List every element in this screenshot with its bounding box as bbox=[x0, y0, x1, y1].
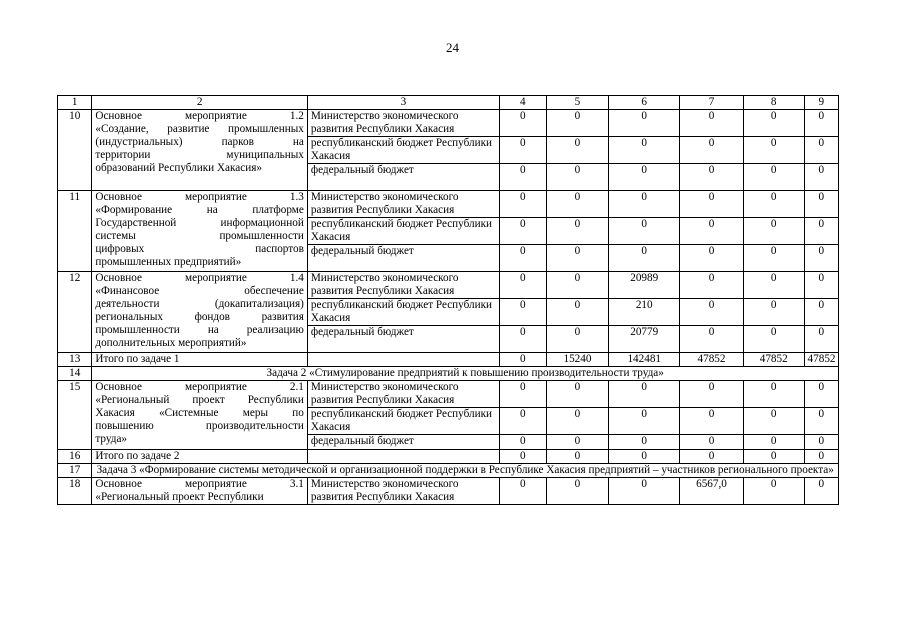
table-row bbox=[58, 272, 839, 299]
row-number: 15 bbox=[58, 381, 92, 450]
value-cell: 0 bbox=[680, 450, 744, 464]
activity-line: «Региональный проект Республики bbox=[95, 394, 304, 406]
row-number: 12 bbox=[58, 272, 92, 353]
value-cell: 0 bbox=[804, 326, 838, 353]
value-cell: 210 bbox=[609, 299, 680, 326]
value-cell: 0 bbox=[743, 381, 804, 408]
table-row bbox=[58, 191, 839, 218]
value-cell: 0 bbox=[500, 137, 547, 164]
value-cell: 0 bbox=[804, 164, 838, 191]
column-header: 2 bbox=[92, 96, 307, 110]
value-cell: 0 bbox=[804, 245, 838, 272]
column-header: 8 bbox=[743, 96, 804, 110]
table-row bbox=[58, 381, 839, 408]
value-cell: 0 bbox=[804, 435, 838, 450]
activity-line: «Создание, развитие промышленных bbox=[95, 123, 304, 135]
activity-line: деятельности (докапитализация) bbox=[95, 298, 304, 310]
total-row bbox=[58, 353, 839, 367]
value-cell: 0 bbox=[743, 191, 804, 218]
table-row bbox=[58, 110, 839, 137]
value-cell: 0 bbox=[680, 299, 744, 326]
column-header: 5 bbox=[546, 96, 609, 110]
value-cell: 0 bbox=[546, 110, 609, 137]
total-label: Итого по задаче 1 bbox=[92, 353, 307, 367]
column-header: 7 bbox=[680, 96, 744, 110]
column-header: 1 bbox=[58, 96, 92, 110]
value-cell: 0 bbox=[500, 450, 547, 464]
value-cell: 0 bbox=[609, 137, 680, 164]
value-cell: 0 bbox=[680, 408, 744, 435]
value-cell: 0 bbox=[500, 110, 547, 137]
task-title: Задача 3 «Формирование системы методической и организационной поддержки в Республике Хакасия предприятий – участников регионального проекта» bbox=[92, 464, 839, 478]
activity-cell bbox=[92, 191, 307, 272]
row-number: 17 bbox=[58, 464, 92, 478]
value-cell: 0 bbox=[546, 478, 609, 505]
activity-cell bbox=[92, 478, 307, 505]
funding-source: Министерство экономического развития Республики Хакасия bbox=[307, 272, 499, 299]
value-cell: 0 bbox=[743, 299, 804, 326]
value-cell: 0 bbox=[546, 245, 609, 272]
value-cell: 0 bbox=[609, 191, 680, 218]
value-cell: 0 bbox=[680, 110, 744, 137]
column-header: 6 bbox=[609, 96, 680, 110]
value-cell: 0 bbox=[609, 218, 680, 245]
value-cell: 0 bbox=[743, 164, 804, 191]
value-cell: 0 bbox=[546, 164, 609, 191]
value-cell: 0 bbox=[500, 326, 547, 353]
task-row bbox=[58, 367, 839, 381]
value-cell: 0 bbox=[546, 381, 609, 408]
value-cell: 142481 bbox=[609, 353, 680, 367]
total-source bbox=[307, 450, 499, 464]
page-number: 24 bbox=[446, 40, 459, 55]
funding-source: республиканский бюджет Республики Хакасия bbox=[307, 137, 499, 164]
value-cell: 0 bbox=[609, 435, 680, 450]
value-cell: 20989 bbox=[609, 272, 680, 299]
value-cell: 0 bbox=[500, 164, 547, 191]
activity-line: труда» bbox=[95, 433, 128, 445]
task-row bbox=[58, 464, 839, 478]
value-cell: 0 bbox=[743, 245, 804, 272]
funding-source: федеральный бюджет bbox=[307, 326, 499, 353]
value-cell: 0 bbox=[743, 435, 804, 450]
value-cell: 47852 bbox=[804, 353, 838, 367]
value-cell: 0 bbox=[500, 408, 547, 435]
value-cell: 0 bbox=[743, 110, 804, 137]
value-cell: 0 bbox=[804, 478, 838, 505]
value-cell: 0 bbox=[804, 408, 838, 435]
activity-cell bbox=[92, 272, 307, 353]
value-cell: 0 bbox=[680, 326, 744, 353]
column-header: 3 bbox=[307, 96, 499, 110]
value-cell: 0 bbox=[680, 164, 744, 191]
value-cell: 0 bbox=[500, 245, 547, 272]
value-cell: 0 bbox=[680, 191, 744, 218]
value-cell: 0 bbox=[743, 326, 804, 353]
activity-line: «Финансовое обеспечение bbox=[95, 285, 304, 297]
total-label: Итого по задаче 2 bbox=[92, 450, 307, 464]
value-cell: 0 bbox=[609, 381, 680, 408]
row-number: 16 bbox=[58, 450, 92, 464]
activity-line: промышленных предприятий» bbox=[95, 256, 242, 268]
total-source bbox=[307, 353, 499, 367]
value-cell: 0 bbox=[500, 381, 547, 408]
funding-source: Министерство экономического развития Республики Хакасия bbox=[307, 381, 499, 408]
activity-line: «Формирование на платформе bbox=[95, 204, 304, 216]
value-cell: 0 bbox=[609, 110, 680, 137]
value-cell: 0 bbox=[546, 435, 609, 450]
activity-line: территории муниципальных bbox=[95, 149, 304, 161]
value-cell: 0 bbox=[546, 191, 609, 218]
task-title: Задача 2 «Стимулирование предприятий к повышению производительности труда» bbox=[92, 367, 839, 381]
activity-line: Основное мероприятие 1.2 bbox=[95, 110, 304, 122]
value-cell: 0 bbox=[743, 450, 804, 464]
value-cell: 47852 bbox=[743, 353, 804, 367]
value-cell: 0 bbox=[546, 272, 609, 299]
activity-line: образований Республики Хакасия» bbox=[95, 162, 262, 174]
activity-cell bbox=[92, 381, 307, 450]
activity-line: Основное мероприятие 1.3 bbox=[95, 191, 304, 203]
value-cell: 0 bbox=[804, 137, 838, 164]
funding-source: Министерство экономического развития Республики Хакасия bbox=[307, 110, 499, 137]
value-cell: 0 bbox=[609, 478, 680, 505]
funding-source: республиканский бюджет Республики Хакасия bbox=[307, 218, 499, 245]
activity-line: промышленности на реализацию bbox=[95, 324, 304, 336]
activity-cell bbox=[92, 110, 307, 191]
value-cell: 0 bbox=[500, 272, 547, 299]
value-cell: 0 bbox=[500, 299, 547, 326]
value-cell: 0 bbox=[546, 137, 609, 164]
value-cell: 0 bbox=[546, 218, 609, 245]
value-cell: 15240 bbox=[546, 353, 609, 367]
funding-source: федеральный бюджет bbox=[307, 164, 499, 191]
value-cell: 20779 bbox=[609, 326, 680, 353]
activity-line: системы промышленности bbox=[95, 230, 304, 242]
value-cell: 0 bbox=[680, 137, 744, 164]
activity-line: цифровых паспортов bbox=[95, 243, 304, 255]
value-cell: 0 bbox=[680, 245, 744, 272]
value-cell: 0 bbox=[680, 381, 744, 408]
value-cell: 47852 bbox=[680, 353, 744, 367]
activity-line: повышению производительности bbox=[95, 420, 304, 432]
header-row bbox=[58, 96, 839, 110]
value-cell: 0 bbox=[680, 272, 744, 299]
value-cell: 0 bbox=[804, 191, 838, 218]
value-cell: 0 bbox=[546, 326, 609, 353]
value-cell: 0 bbox=[609, 408, 680, 435]
value-cell: 0 bbox=[743, 408, 804, 435]
value-cell: 0 bbox=[804, 272, 838, 299]
value-cell: 0 bbox=[546, 299, 609, 326]
value-cell: 0 bbox=[804, 218, 838, 245]
value-cell: 0 bbox=[500, 435, 547, 450]
value-cell: 0 bbox=[609, 450, 680, 464]
value-cell: 0 bbox=[609, 245, 680, 272]
activity-line: Основное мероприятие 1.4 bbox=[95, 272, 304, 284]
value-cell: 0 bbox=[743, 137, 804, 164]
activity-line: региональных фондов развития bbox=[95, 311, 304, 323]
value-cell: 0 bbox=[804, 110, 838, 137]
value-cell: 0 bbox=[500, 191, 547, 218]
activity-line: Основное мероприятие 3.1 bbox=[95, 478, 304, 490]
funding-source: Министерство экономического развития Республики Хакасия bbox=[307, 191, 499, 218]
funding-source: федеральный бюджет bbox=[307, 245, 499, 272]
row-number: 13 bbox=[58, 353, 92, 367]
value-cell: 0 bbox=[500, 353, 547, 367]
value-cell: 0 bbox=[804, 381, 838, 408]
funding-source: республиканский бюджет Республики Хакасия bbox=[307, 299, 499, 326]
value-cell: 0 bbox=[804, 299, 838, 326]
activity-line: Основное мероприятие 2.1 bbox=[95, 381, 304, 393]
value-cell: 0 bbox=[546, 450, 609, 464]
activity-line: Хакасия «Системные меры по bbox=[95, 407, 304, 419]
value-cell: 0 bbox=[500, 218, 547, 245]
row-number: 18 bbox=[58, 478, 92, 505]
value-cell: 0 bbox=[680, 435, 744, 450]
table-row bbox=[58, 478, 839, 505]
row-number: 11 bbox=[58, 191, 92, 272]
value-cell: 0 bbox=[743, 478, 804, 505]
value-cell: 0 bbox=[743, 272, 804, 299]
activity-line: «Региональный проект Республики bbox=[95, 491, 264, 503]
column-header: 4 bbox=[500, 96, 547, 110]
value-cell: 6567,0 bbox=[680, 478, 744, 505]
activity-line: Государственной информационной bbox=[95, 217, 304, 229]
value-cell: 0 bbox=[804, 450, 838, 464]
value-cell: 0 bbox=[680, 218, 744, 245]
funding-source: федеральный бюджет bbox=[307, 435, 499, 450]
value-cell: 0 bbox=[609, 164, 680, 191]
activity-line: (индустриальных) парков на bbox=[95, 136, 304, 148]
funding-source: Министерство экономического развития Республики Хакасия bbox=[307, 478, 499, 505]
value-cell: 0 bbox=[743, 218, 804, 245]
row-number: 10 bbox=[58, 110, 92, 191]
activity-line: дополнительных мероприятий» bbox=[95, 337, 247, 349]
column-header: 9 bbox=[804, 96, 838, 110]
total-row bbox=[58, 450, 839, 464]
row-number: 14 bbox=[58, 367, 92, 381]
value-cell: 0 bbox=[546, 408, 609, 435]
budget-table bbox=[57, 95, 839, 505]
value-cell: 0 bbox=[500, 478, 547, 505]
funding-source: республиканский бюджет Республики Хакасия bbox=[307, 408, 499, 435]
